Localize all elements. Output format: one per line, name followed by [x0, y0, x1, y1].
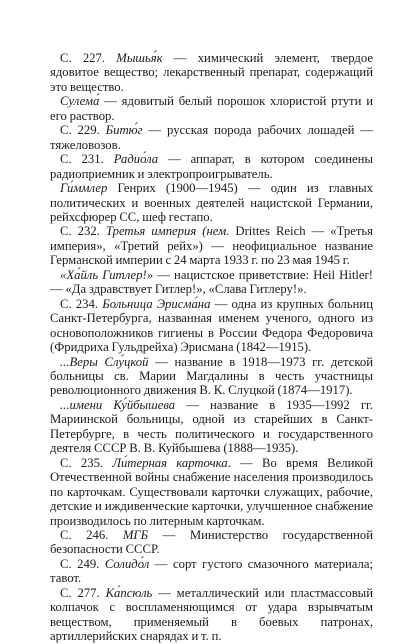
page-ref: С. 235. [60, 455, 113, 470]
note-definition: — название в 1935—1992 гг. Мариинской больницы, одной из старейших в Санкт-Петербурге, в честь политического и государственного деятеля СССР В. В. Куйбышева (1888—1935). [50, 397, 373, 456]
note-definition: — ядовитый белый порошок хлористой ртути и его раствор. [50, 94, 373, 123]
note-term: Ка́псюль [105, 585, 153, 600]
note-entry [50, 586, 373, 644]
note-entry [50, 355, 373, 398]
note-term: «Ха́йль Гитлер!» [60, 267, 154, 282]
note-definition: — сорт густого смазочного материала; тавот. [50, 556, 373, 586]
page-ref: С. 234. [60, 296, 103, 311]
note-definition: — одна из крупных больниц Санкт-Петербурга, названная именем ученого, одного из основоположников гигиены в России Федора Федоровича (Фридриха Гульдрейха) Эрисмана (1842—1915). [50, 296, 373, 355]
note-definition: Drittes Reich — «Третья империя», «Третий рейх») — неофициальное название Германской империи с 24 марта 1933 г. по 23 мая 1945 г. [50, 224, 374, 268]
note-entry [50, 268, 373, 297]
note-entry [50, 94, 373, 123]
note-definition: — металлический или пластмассовый колпачок с воспламеняющимся от удара взрывчатым веществом, применяемый в боевых патронах, артиллерийских снарядах и т. п. [50, 585, 373, 644]
page-ref: С. 231. [60, 152, 114, 167]
note-entry [50, 557, 373, 586]
note-entry [50, 181, 373, 224]
note-term: Больница Эрисма́на [102, 296, 211, 311]
note-entry [50, 51, 373, 94]
note-definition: — русская порода рабочих лошадей — тяжеловозов. [50, 123, 373, 152]
note-definition: — аппарат, в котором соединены радиоприемник и электропроигрыватель. [50, 152, 373, 181]
note-entry [50, 398, 373, 456]
note-entry [50, 224, 373, 267]
note-term: Сулема́ [60, 94, 100, 109]
note-entry [50, 456, 373, 528]
page-ref: С. 229. [60, 123, 106, 138]
page-ref: С. 277. [60, 585, 106, 600]
note-entry [50, 297, 373, 355]
note-term: ...имени Ку́йбышева [60, 397, 176, 412]
notes-page [50, 51, 373, 644]
note-term: Битю́г [105, 123, 143, 138]
page-ref: С. 232. [60, 224, 106, 239]
page-ref: С. 249. [60, 556, 105, 571]
note-term: Третья империя (нем. [105, 224, 230, 239]
note-term: МГБ [122, 527, 149, 542]
note-definition: — название в 1918—1973 гг. детской больницы св. Марии Магдалины в честь участницы революционного движения В. К. Слуцкой (1874—1917). [50, 354, 373, 398]
note-definition: — нацистское приветствие: Heil Hitler! — «Да здравствует Гитлер!», «Слава Гитлеру!». [50, 267, 373, 297]
note-entry [50, 152, 373, 181]
note-term: Радио́ла [113, 152, 159, 167]
note-term: Ли́терная карточка [112, 455, 228, 470]
note-term: Солидо́л [104, 556, 150, 571]
note-term: Ги́ммлер [60, 181, 108, 196]
note-entry [50, 123, 373, 152]
page-ref: С. 227. [60, 51, 117, 65]
note-term: ...Веры Слу́цкой [60, 354, 149, 369]
note-definition: — химический элемент, твердое ядовитое вещество; лекарственный препарат, содержащий это вещество. [50, 51, 373, 94]
note-definition: Генрих (1900—1945) — один из главных политических и военных деятелей нацистской Германии, рейхсфюрер СС, шеф гестапо. [50, 181, 373, 224]
note-term: Мышья́к [116, 51, 163, 65]
note-entry [50, 528, 373, 557]
note-definition: . — Во время Великой Отечественной войны снабжение населения производилось по карточкам. Существовали карточки служащих, рабочие, детские и иждивенческие карточки, улучшенное снабжение производилось по литерным карточкам. [50, 455, 374, 528]
note-definition: — Министерство государственной безопасности СССР. [50, 527, 373, 557]
page-ref: С. 246. [60, 527, 123, 542]
